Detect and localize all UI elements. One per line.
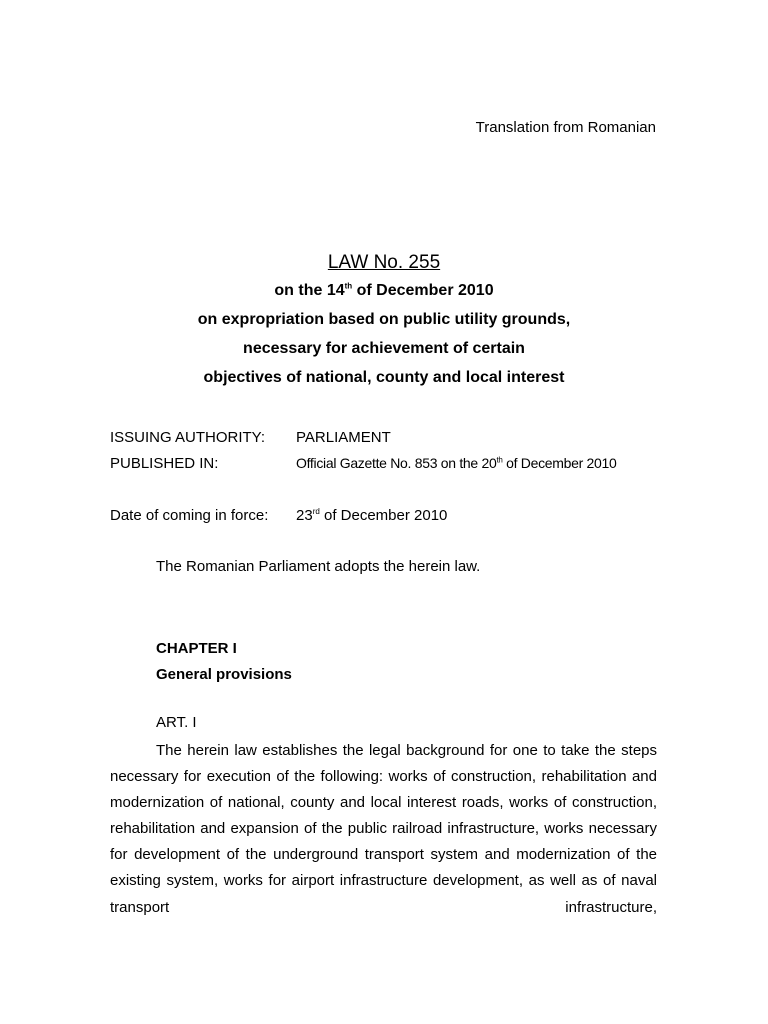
- force-block: [110, 502, 670, 528]
- adoption-statement: The Romanian Parliament adopts the herein law.: [156, 558, 481, 575]
- title-block: [110, 250, 658, 392]
- force-suffix: of December 2010: [319, 506, 448, 524]
- force-sup: rd: [312, 506, 320, 516]
- chapter-number: CHAPTER I: [156, 640, 237, 657]
- published-suffix: of December 2010: [502, 455, 617, 471]
- issuing-authority-value: PARLIAMENT: [296, 428, 391, 446]
- chapter-heading: [156, 636, 292, 688]
- issuing-authority-row: [110, 424, 670, 450]
- published-in-label: PUBLISHED IN:: [110, 454, 219, 472]
- coming-in-force-value: [296, 507, 447, 524]
- law-date-sup: th: [344, 281, 353, 291]
- force-prefix: 23: [296, 506, 313, 524]
- published-sup: th: [496, 455, 503, 465]
- law-subject-line-1: on expropriation based on public utility grounds,: [197, 311, 571, 328]
- law-subject-line-3: objectives of national, county and local interest: [203, 369, 565, 386]
- law-date-suffix: of December 2010: [352, 282, 494, 299]
- article-text: The herein law establishes the legal background for one to take the steps necessary for execution of the following: works of construction, rehabilitation and modernization of national, county and local interest roads, works of construction, rehabilitation and expansion of the public railroad infrastructure, works necessary for development of the underground transport system and modernization of the existing system, works for airport infrastructure development, as well as of naval transport infrastructure,: [110, 742, 657, 916]
- published-prefix: Official Gazette No. 853 on the 20: [296, 455, 497, 471]
- published-in-row: [110, 450, 670, 476]
- article-label: ART. I: [156, 714, 197, 731]
- chapter-title: General provisions: [156, 666, 292, 683]
- meta-block: [110, 424, 670, 476]
- published-in-value: [296, 455, 617, 471]
- coming-in-force-row: [110, 502, 670, 528]
- law-subject-line-2: necessary for achievement of certain: [243, 340, 525, 357]
- translation-note: Translation from Romanian: [475, 119, 656, 136]
- coming-in-force-label: Date of coming in force:: [110, 506, 269, 524]
- law-date-prefix: on the 14: [274, 282, 345, 299]
- law-date: [110, 276, 658, 305]
- issuing-authority-label: ISSUING AUTHORITY:: [110, 428, 266, 446]
- law-title: LAW No. 255: [327, 252, 441, 273]
